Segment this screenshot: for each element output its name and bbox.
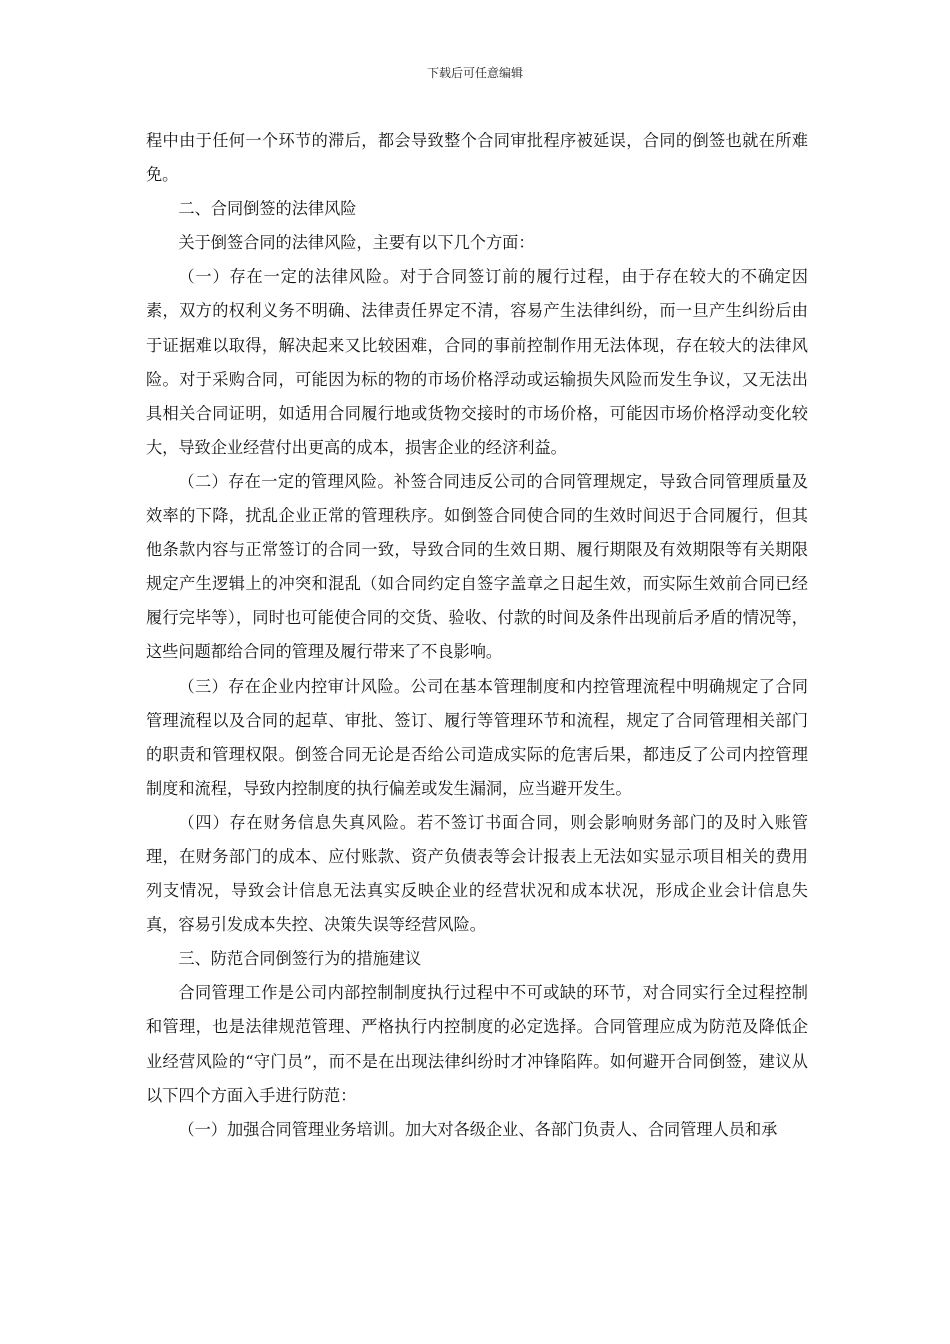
- paragraph: （四）存在财务信息失真风险。若不签订书面合同，则会影响财务部门的及时入账管理，在财务部门的成本、应付账款、资产负债表等会计报表上无法如实显示项目相关的费用列支情况，导致会计信息无法真实反映企业的经营状况和成本状况，形成企业会计信息失真，容易引发成本失控、决策失误等经营风险。: [146, 812, 808, 935]
- paragraph: （三）存在企业内控审计风险。公司在基本管理制度和内控管理流程中明确规定了合同管理流程以及合同的起草、审批、签订、履行等管理环节和流程，规定了合同管理相关部门的职责和管理权限。倒签合同无论是否给公司造成实际的危害后果，都违反了公司内控管理制度和流程，导致内控制度的执行偏差或发生漏洞，应当避开发生。: [146, 676, 808, 798]
- page-header: 下载后可任意编辑: [426, 66, 523, 80]
- paragraph: 程中由于任何一个环节的滞后，都会导致整个合同审批程序被延误，合同的倒签也就在所难免。: [146, 131, 808, 185]
- section-heading: 二、合同倒签的法律风险: [178, 199, 357, 219]
- paragraph: 合同管理工作是公司内部控制制度执行过程中不可或缺的环节，对合同实行全过程控制和管理，也是法律规范管理、严格执行内控制度的必定选择。合同管理应成为防范及降低企业经营风险的“守门员”，而不是在出现法律纠纷时才冲锋陷阵。如何避开合同倒签，建议从以下四个方面入手进行防范：: [146, 983, 808, 1105]
- paragraph: （二）存在一定的管理风险。补签合同违反公司的合同管理规定，导致合同管理质量及效率的下降，扰乱企业正常的管理秩序。如倒签合同使合同的生效时间迟于合同履行，但其他条款内容与正常签订的合同一致，导致合同的生效日期、履行期限及有效期限等有关期限规定产生逻辑上的冲突和混乱（如合同约定自签字盖章之日起生效，而实际生效前合同已经履行完毕等），同时也可能使合同的交货、验收、付款的时间及条件出现前后矛盾的情况等，这些问题都给合同的管理及履行带来了不良影响。: [146, 471, 808, 662]
- paragraph: （一）加强合同管理业务培训。加大对各级企业、各部门负责人、合同管理人员和承: [178, 1119, 778, 1139]
- paragraph: （一）存在一定的法律风险。对于合同签订前的履行过程，由于存在较大的不确定因素，双方的权利义务不明确、法律责任界定不清，容易产生法律纠纷，而一旦产生纠纷后由于证据难以取得，解决起来又比较困难，合同的事前控制作用无法体现，存在较大的法律风险。对于采购合同，可能因为标的物的市场价格浮动或运输损失风险而发生争议，又无法出具相关合同证明，如适用合同履行地或货物交接时的市场价格，可能因市场价格浮动变化较大，导致企业经营付出更高的成本，损害企业的经济利益。: [146, 267, 808, 457]
- section-heading: 三、防范合同倒签行为的措施建议: [178, 949, 422, 969]
- document-body: [146, 124, 808, 1147]
- paragraph: 关于倒签合同的法律风险，主要有以下几个方面：: [178, 233, 535, 253]
